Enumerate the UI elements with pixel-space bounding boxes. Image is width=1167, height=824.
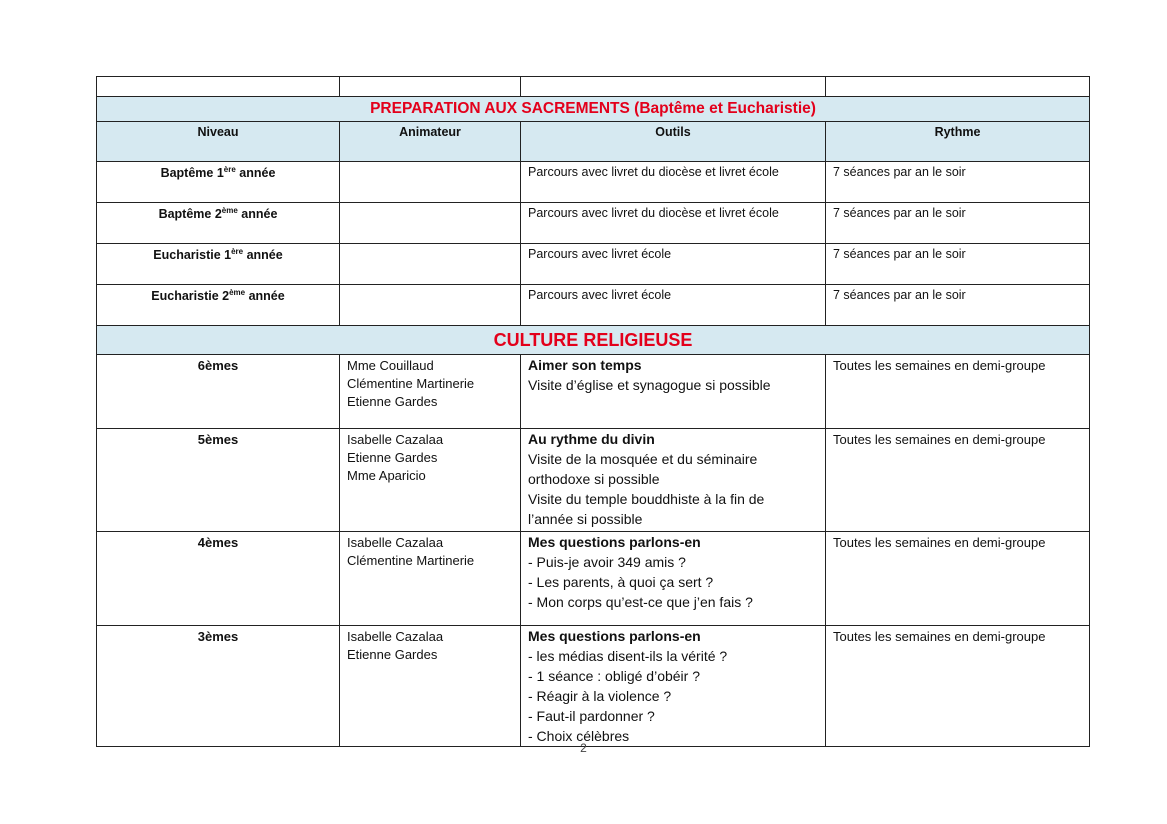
animator-cell — [340, 626, 521, 747]
animator-name: Etienne Gardes — [347, 450, 438, 465]
rhythm-cell: 7 séances par an le soir — [826, 285, 1090, 326]
tool-line: - Puis-je avoir 349 amis ? — [528, 554, 686, 570]
tools-cell: Parcours avec livret école — [521, 244, 826, 285]
animator-name: Isabelle Cazalaa — [347, 535, 444, 550]
rhythm-cell: Toutes les semaines en demi-groupe — [826, 355, 1090, 429]
tool-line: Visite d’église et synagogue si possible — [528, 377, 771, 393]
rhythm-cell: Toutes les semaines en demi-groupe — [826, 626, 1090, 747]
tools-cell: Parcours avec livret école — [521, 285, 826, 326]
level-cell: Baptême 1ère année — [97, 162, 340, 203]
rhythm-cell: 7 séances par an le soir — [826, 162, 1090, 203]
level-cell: Eucharistie 1ère année — [97, 244, 340, 285]
program-table — [96, 76, 1090, 747]
tool-line: - Mon corps qu’est-ce que j’en fais ? — [528, 594, 753, 610]
section-title-culture: CULTURE RELIGIEUSE — [97, 326, 1090, 355]
table-row — [97, 626, 1090, 747]
table-row — [97, 532, 1090, 626]
header-animateur: Animateur — [340, 122, 521, 162]
tool-title: Au rythme du divin — [528, 431, 655, 447]
level-cell: 3èmes — [97, 626, 340, 747]
header-niveau: Niveau — [97, 122, 340, 162]
level-cell: 6èmes — [97, 355, 340, 429]
table-row — [97, 355, 1090, 429]
tools-cell — [521, 355, 826, 429]
animator-name: Clémentine Martinerie — [347, 553, 475, 568]
table-row — [97, 429, 1090, 532]
table-row — [97, 203, 1090, 244]
animator-cell — [340, 355, 521, 429]
tools-cell — [521, 532, 826, 626]
tool-line: Visite de la mosquée et du séminaire — [528, 451, 758, 467]
table-row — [97, 244, 1090, 285]
tool-line: - 1 séance : obligé d’obéir ? — [528, 668, 700, 684]
table-header-row — [97, 122, 1090, 162]
table-row — [97, 162, 1090, 203]
tool-line: - Réagir à la violence ? — [528, 688, 672, 704]
animator-name: Etienne Gardes — [347, 647, 438, 662]
animator-cell — [340, 429, 521, 532]
tool-title: Aimer son temps — [528, 357, 642, 373]
table-row — [97, 285, 1090, 326]
rhythm-cell: 7 séances par an le soir — [826, 203, 1090, 244]
tool-title: Mes questions parlons-en — [528, 534, 701, 550]
rhythm-cell: Toutes les semaines en demi-groupe — [826, 532, 1090, 626]
tools-cell — [521, 429, 826, 532]
level-cell: 5èmes — [97, 429, 340, 532]
animator-name: Isabelle Cazalaa — [347, 629, 444, 644]
level-cell: Eucharistie 2ème année — [97, 285, 340, 326]
rhythm-cell: Toutes les semaines en demi-groupe — [826, 429, 1090, 532]
empty-row — [97, 77, 1090, 97]
tool-title: Mes questions parlons-en — [528, 628, 701, 644]
tool-line: - Faut-il pardonner ? — [528, 708, 655, 724]
level-cell: Baptême 2ème année — [97, 203, 340, 244]
tools-cell — [521, 626, 826, 747]
animator-name: Isabelle Cazalaa — [347, 432, 444, 447]
tool-line: Visite du temple bouddhiste à la fin de — [528, 491, 765, 507]
animator-cell — [340, 532, 521, 626]
tool-line: orthodoxe si possible — [528, 471, 660, 487]
tool-line: l’année si possible — [528, 511, 643, 527]
animator-name: Etienne Gardes — [347, 394, 438, 409]
section-title-row — [97, 326, 1090, 355]
rhythm-cell: 7 séances par an le soir — [826, 244, 1090, 285]
level-cell: 4èmes — [97, 532, 340, 626]
animator-name: Mme Couillaud — [347, 358, 434, 373]
animator-cell — [340, 203, 521, 244]
animator-name: Mme Aparicio — [347, 468, 426, 483]
header-outils: Outils — [521, 122, 826, 162]
animator-cell — [340, 244, 521, 285]
page-number: 2 — [580, 741, 587, 755]
animator-name: Clémentine Martinerie — [347, 376, 475, 391]
tool-line: - les médias disent-ils la vérité ? — [528, 648, 728, 664]
tool-line: - Les parents, à quoi ça sert ? — [528, 574, 714, 590]
tools-cell: Parcours avec livret du diocèse et livret école — [521, 162, 826, 203]
tool-line: - Choix célèbres — [528, 728, 630, 744]
animator-cell — [340, 285, 521, 326]
tools-cell: Parcours avec livret du diocèse et livret école — [521, 203, 826, 244]
section-title-row — [97, 97, 1090, 122]
section-title-sacrements: PREPARATION AUX SACREMENTS (Baptême et Eucharistie) — [97, 97, 1090, 122]
animator-cell — [340, 162, 521, 203]
header-rythme: Rythme — [826, 122, 1090, 162]
